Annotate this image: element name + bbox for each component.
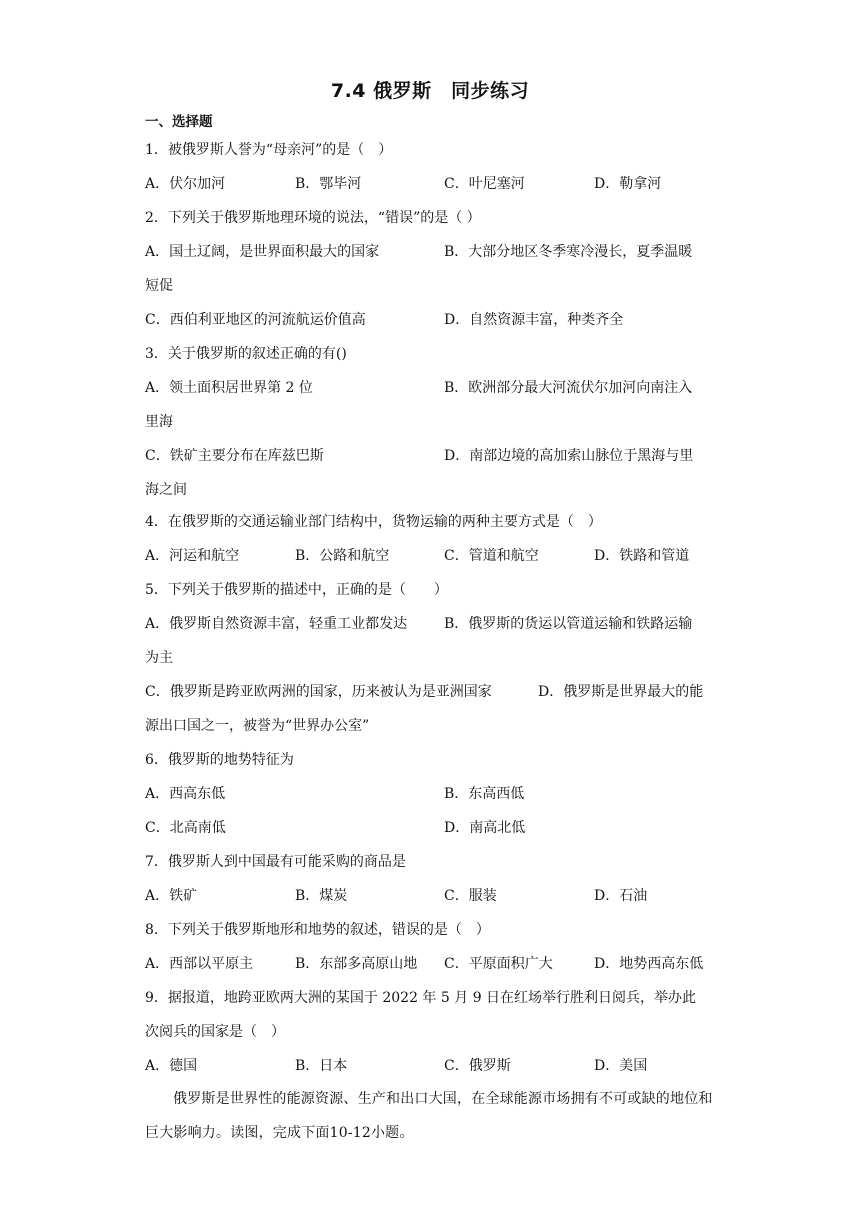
- option-c: C．北高南低: [145, 820, 226, 836]
- option-a: A．铁矿: [145, 888, 198, 904]
- question-stem: 1．被俄罗斯人誉为“母亲河”的是（ ）: [145, 142, 393, 158]
- option-a: A．伏尔加河: [145, 176, 226, 192]
- option-d: D．勒拿河: [594, 176, 662, 192]
- option-b-continued: 里海: [145, 414, 173, 430]
- option-a: A．俄罗斯自然资源丰富，轻重工业都发达: [145, 616, 408, 632]
- question-stem-continued: 次阅兵的国家是（ ）: [145, 1024, 285, 1040]
- reading-passage: 俄罗斯是世界性的能源资源、生产和出口大国，在全球能源市场拥有不可或缺的地位和巨大影响力。读图，完成下面10-12小题。: [145, 1091, 713, 1141]
- option-d: D．美国: [594, 1058, 648, 1074]
- section-heading: 一、选择题: [145, 114, 213, 130]
- option-c: C．服装: [444, 888, 497, 904]
- question-stem: 9．据报道，地跨亚欧两大洲的某国于 2022 年 5 月 9 日在红场举行胜利日阅兵，举办此: [145, 990, 697, 1006]
- option-c: C．铁矿主要分布在库兹巴斯: [145, 448, 324, 464]
- option-b-continued: 为主: [145, 650, 173, 666]
- question-stem: 3．关于俄罗斯的叙述正确的有(): [145, 346, 347, 362]
- question-stem: 6．俄罗斯的地势特征为: [145, 752, 294, 768]
- option-d: D．南部边境的高加索山脉位于黑海与里: [444, 448, 694, 464]
- option-d: D．自然资源丰富，种类齐全: [444, 312, 624, 328]
- option-b: B．公路和航空: [295, 548, 390, 564]
- option-d: D．俄罗斯是世界最大的能: [538, 684, 704, 700]
- option-b-continued: 短促: [145, 278, 173, 294]
- option-c: C．叶尼塞河: [444, 176, 525, 192]
- question-stem: 5．下列关于俄罗斯的描述中，正确的是（ ）: [145, 582, 448, 598]
- option-d: D．南高北低: [444, 820, 526, 836]
- page-title: 7.4 俄罗斯 同步练习: [330, 80, 530, 102]
- question-stem: 7．俄罗斯人到中国最有可能采购的商品是: [145, 854, 406, 870]
- option-c: C．俄罗斯: [444, 1058, 511, 1074]
- option-c: C．俄罗斯是跨亚欧两洲的国家，历来被认为是亚洲国家: [145, 684, 492, 700]
- option-a: A．西高东低: [145, 786, 226, 802]
- option-c: C．西伯利亚地区的河流航运价值高: [145, 312, 366, 328]
- option-c: C．管道和航空: [444, 548, 539, 564]
- question-stem: 8．下列关于俄罗斯地形和地势的叙述，错误的是（ ）: [145, 922, 490, 938]
- option-d: D．石油: [594, 888, 648, 904]
- option-b: B．俄罗斯的货运以管道运输和铁路运输: [444, 616, 693, 632]
- option-a: A．西部以平原主: [145, 956, 254, 972]
- option-b: B．东部多高原山地: [295, 956, 418, 972]
- option-b: B．日本: [295, 1058, 348, 1074]
- question-stem: 4．在俄罗斯的交通运输业部门结构中，货物运输的两种主要方式是（ ）: [145, 514, 602, 530]
- option-a: A．德国: [145, 1058, 198, 1074]
- option-d: D．地势西高东低: [594, 956, 704, 972]
- option-b: B．欧洲部分最大河流伏尔加河向南注入: [444, 380, 693, 396]
- option-b: B．鄂毕河: [295, 176, 362, 192]
- option-a: A．国土辽阔，是世界面积最大的国家: [145, 244, 380, 260]
- option-d-continued: 源出口国之一，被誉为“世界办公室”: [145, 718, 370, 734]
- option-b: B．东高西低: [444, 786, 525, 802]
- option-a: A．领土面积居世界第 2 位: [145, 380, 313, 396]
- option-b: B．大部分地区冬季寒冷漫长，夏季温暖: [444, 244, 693, 260]
- option-c: C．平原面积广大: [444, 956, 553, 972]
- option-a: A．河运和航空: [145, 548, 240, 564]
- option-d: D．铁路和管道: [594, 548, 690, 564]
- option-b: B．煤炭: [295, 888, 348, 904]
- question-stem: 2．下列关于俄罗斯地理环境的说法，“错误”的是（ ）: [145, 210, 481, 226]
- option-d-continued: 海之间: [145, 482, 187, 498]
